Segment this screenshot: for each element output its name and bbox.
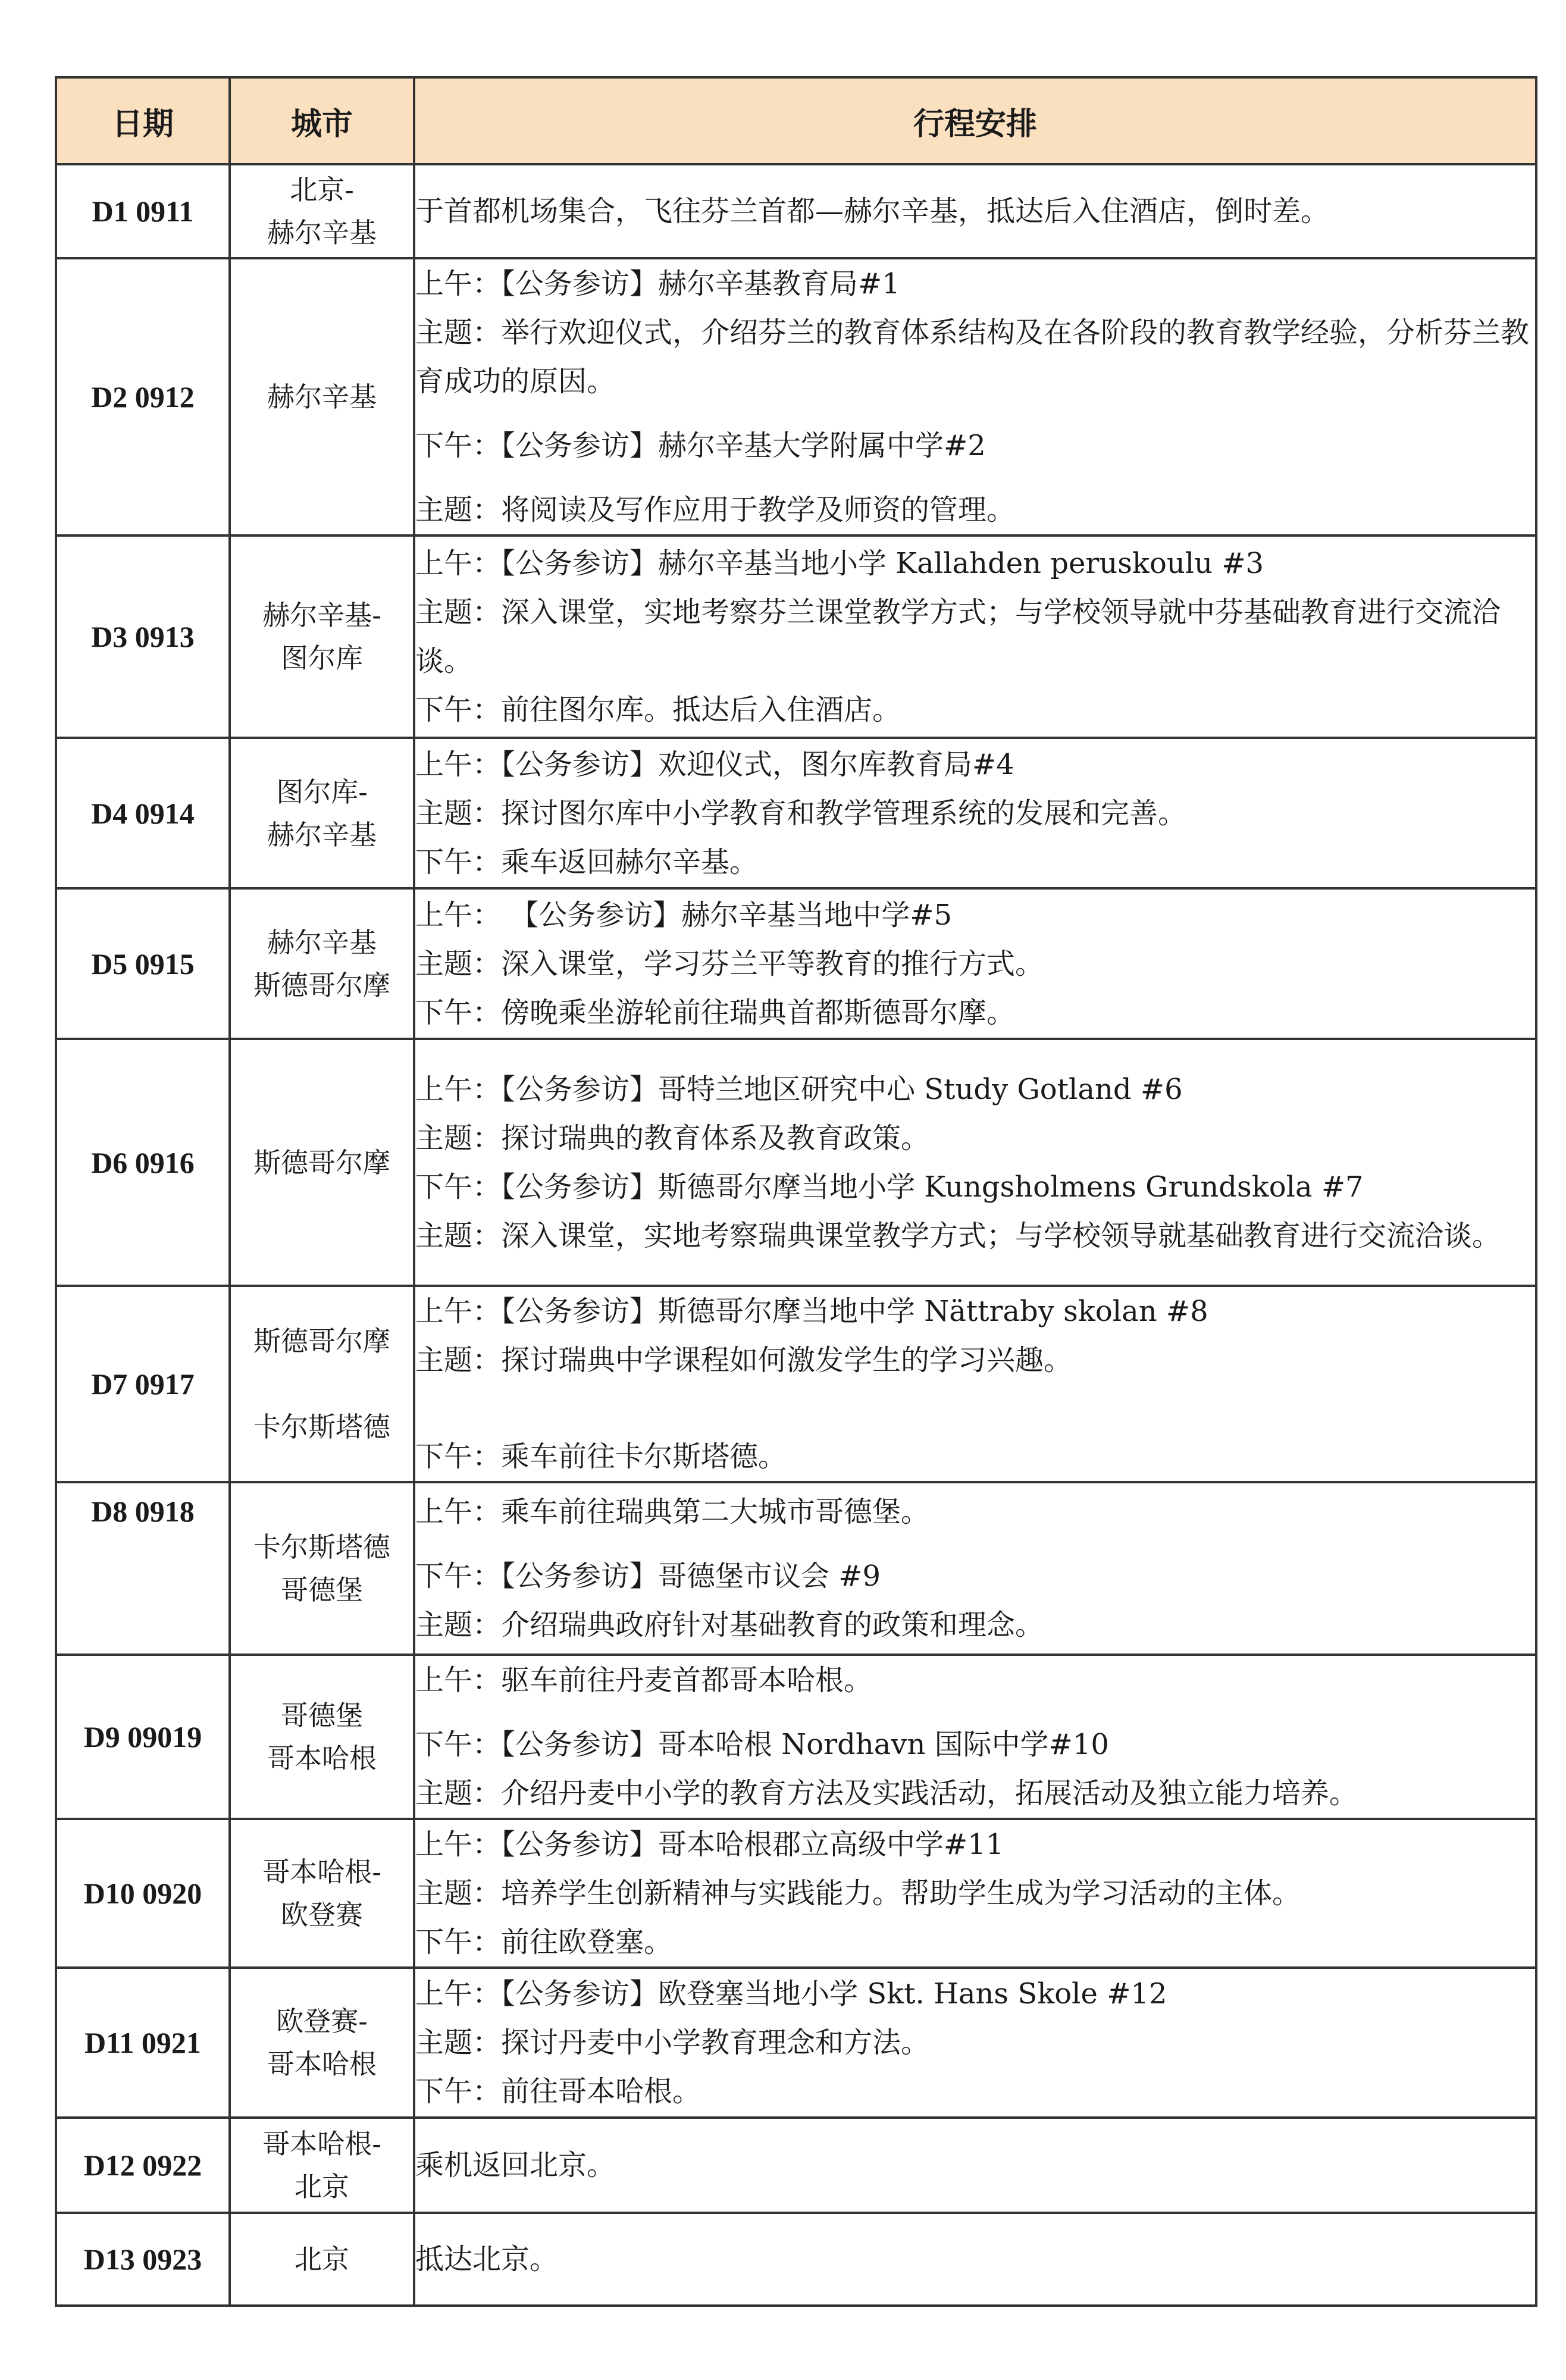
city-line: 赫尔辛基 [267,926,377,959]
table-row [56,2118,1536,2213]
table-row [56,2213,1536,2306]
plan-line: 主题：探讨图尔库中小学教育和教学管理系统的发展和完善。 [415,796,1187,830]
city-line: 图尔库- [276,775,368,808]
city-cell [230,888,414,1039]
city-line: 欧登赛 [281,1899,363,1931]
plan-line: 上午： 【公务参访】赫尔辛基当地中学#5 [415,898,953,932]
plan-line: 上午：【公务参访】赫尔辛基教育局#1 [415,267,900,300]
city-cell [230,536,414,738]
city-cell [230,2118,414,2213]
plan-cell [414,536,1536,738]
city-line: 哥本哈根- [262,2128,381,2160]
plan-cell [414,2213,1536,2306]
plan-cell [414,738,1536,888]
city-line: 斯德哥尔摩 [253,969,390,1001]
plan-line: 主题：培养学生创新精神与实践能力。帮助学生成为学习活动的主体。 [415,1877,1301,1910]
plan-cell [414,1819,1536,1968]
city-cell [230,1039,414,1286]
header-plan: 行程安排 [414,77,1536,164]
table-row [56,258,1536,536]
date-cell: D2 0912 [56,258,230,536]
city-line: 北京- [290,174,354,206]
plan-cell [414,258,1536,536]
plan-line: 抵达北京。 [415,2243,559,2276]
date-cell: D10 0920 [56,1819,230,1968]
plan-line: 上午：【公务参访】赫尔辛基当地小学 Kallahden peruskoulu #3 [415,547,1264,580]
plan-line: 上午：【公务参访】哥特兰地区研究中心 Study Gotland #6 [415,1072,1183,1106]
city-cell [230,1655,414,1819]
date-cell: D7 0917 [56,1286,230,1482]
table-row [56,536,1536,738]
plan-line: 主题：探讨丹麦中小学教育理念和方法。 [415,2026,930,2059]
date-cell: D11 0921 [56,1968,230,2118]
city-cell [230,1819,414,1968]
plan-line: 下午：【公务参访】赫尔辛基大学附属中学#2 [415,429,986,462]
city-line: 卡尔斯塔德 [253,1411,390,1443]
city-cell [230,738,414,888]
table-row [56,1286,1536,1482]
plan-cell [414,2118,1536,2213]
table-row [56,888,1536,1039]
date-cell: D6 0916 [56,1039,230,1286]
plan-line: 下午：前往欧登塞。 [415,1925,673,1959]
plan-cell [414,164,1536,258]
header-city: 城市 [230,77,414,164]
city-line: 赫尔辛基 [267,818,377,851]
city-line: 北京 [295,2243,349,2275]
date-cell: D4 0914 [56,738,230,888]
city-cell [230,1968,414,2118]
plan-line: 下午：乘车返回赫尔辛基。 [415,845,759,879]
plan-line: 主题：深入课堂，学习芬兰平等教育的推行方式。 [415,947,1044,981]
date-cell: D12 0922 [56,2118,230,2213]
plan-line: 主题：探讨瑞典的教育体系及教育政策。 [415,1121,930,1155]
plan-line: 主题：将阅读及写作应用于教学及师资的管理。 [415,493,1016,527]
table-row [56,1039,1536,1286]
table-row [56,1968,1536,2118]
plan-line: 上午：【公务参访】哥本哈根郡立高级中学#11 [415,1828,1004,1861]
city-line: 哥本哈根 [267,1742,377,1774]
plan-line: 下午：【公务参访】斯德哥尔摩当地小学 Kungsholmens Grundskola #7 [415,1170,1364,1204]
city-cell [230,1286,414,1482]
plan-line: 下午：【公务参访】哥德堡市议会 #9 [415,1559,881,1593]
header-date: 日期 [56,77,230,164]
city-cell [230,1482,414,1655]
city-line: 卡尔斯塔德 [253,1531,390,1563]
city-line: 赫尔辛基 [267,381,377,413]
plan-line: 下午：【公务参访】哥本哈根 Nordhavn 国际中学#10 [415,1728,1109,1761]
plan-line: 上午：驱车前往丹麦首都哥本哈根。 [415,1664,873,1697]
plan-line: 主题：深入课堂，实地考察瑞典课堂教学方式；与学校领导就基础教育进行交流洽谈。 [415,1219,1501,1252]
plan-line: 主题：介绍瑞典政府针对基础教育的政策和理念。 [415,1608,1044,1642]
plan-line: 上午：【公务参访】欧登塞当地小学 Skt. Hans Skole #12 [415,1977,1167,2011]
table-row [56,1655,1536,1819]
plan-line: 上午：乘车前往瑞典第二大城市哥德堡。 [415,1495,930,1529]
plan-cell [414,1482,1536,1655]
date-cell: D5 0915 [56,888,230,1039]
plan-line: 下午：前往图尔库。抵达后入住酒店。 [415,693,901,726]
plan-line: 下午：前往哥本哈根。 [415,2075,701,2108]
date-cell: D1 0911 [56,164,230,258]
plan-cell [414,1655,1536,1819]
date-cell: D9 09019 [56,1655,230,1819]
city-spacer [231,1363,413,1405]
city-line: 欧登赛- [276,2005,368,2037]
table-row [56,738,1536,888]
plan-line: 下午：乘车前往卡尔斯塔德。 [415,1440,787,1473]
plan-line: 主题：介绍丹麦中小学的教育方法及实践活动，拓展活动及独立能力培养。 [415,1777,1358,1810]
city-line: 北京 [295,2171,349,2203]
city-line: 赫尔辛基- [262,599,381,631]
city-line: 哥本哈根 [267,2048,377,2080]
plan-line: 于首都机场集合，飞往芬兰首都—赫尔辛基，抵达后入住酒店，倒时差。 [415,195,1330,228]
plan-line: 下午：傍晚乘坐游轮前往瑞典首都斯德哥尔摩。 [415,995,1016,1029]
plan-line: 上午：【公务参访】欢迎仪式，图尔库教育局#4 [415,747,1014,781]
table-row [56,1819,1536,1968]
city-line: 哥德堡 [281,1574,363,1606]
plan-line: 上午：【公务参访】斯德哥尔摩当地中学 Nättraby skolan #8 [415,1295,1208,1328]
header-row [56,77,1536,164]
city-line: 哥本哈根- [262,1856,381,1888]
plan-cell [414,1968,1536,2118]
date-cell: D8 0918 [56,1482,230,1655]
city-line: 哥德堡 [281,1699,363,1731]
table-row [56,1482,1536,1655]
plan-line: 主题：深入课堂，实地考察芬兰课堂教学方式；与学校领导就中芬基础教育进行交流洽谈。 [415,596,1501,678]
plan-cell [414,1286,1536,1482]
plan-cell [414,888,1536,1039]
city-cell [230,164,414,258]
plan-line: 主题：探讨瑞典中学课程如何激发学生的学习兴趣。 [415,1344,1073,1377]
date-cell: D3 0913 [56,536,230,738]
city-cell [230,258,414,536]
plan-cell [414,1039,1536,1286]
city-line: 斯德哥尔摩 [253,1146,390,1179]
table-row [56,164,1536,258]
city-line: 图尔库 [281,642,363,674]
plan-line: 主题：举行欢迎仪式，介绍芬兰的教育体系结构及在各阶段的教育教学经验，分析芬兰教育成功的原因。 [415,316,1530,398]
plan-line: 乘机返回北京。 [415,2149,616,2182]
city-line: 赫尔辛基 [267,217,377,249]
date-cell: D13 0923 [56,2213,230,2306]
city-line: 斯德哥尔摩 [253,1325,390,1357]
city-cell [230,2213,414,2306]
itinerary-table [55,76,1537,2307]
